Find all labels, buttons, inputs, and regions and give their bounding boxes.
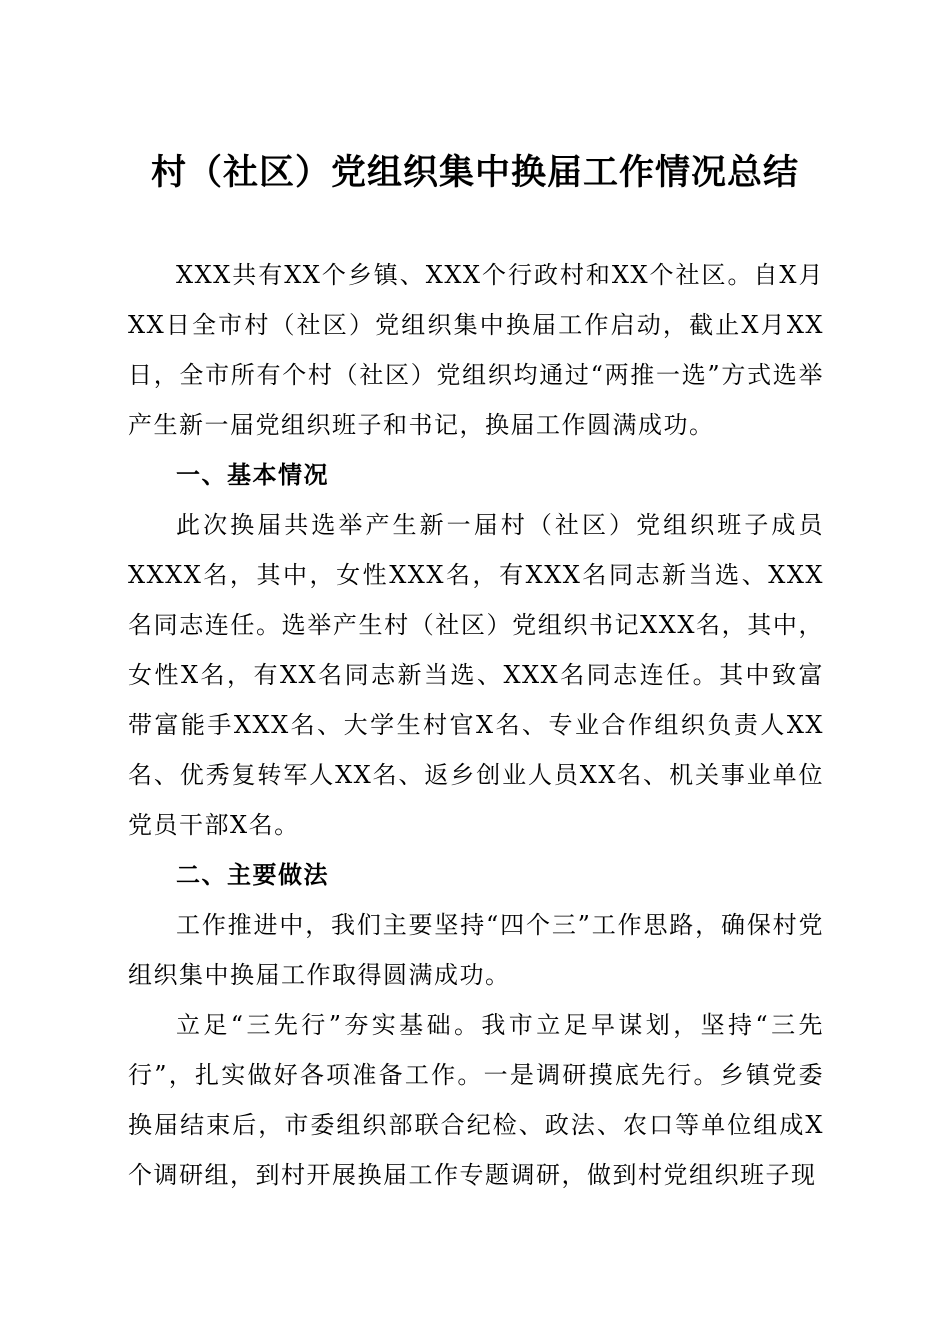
section-heading-main-practices: 二、主要做法: [176, 861, 329, 889]
main-practices-point-paragraph: 立足“三先行”夯实基础。我市立足早谋划，坚持“三先行”，扎实做好各项准备工作。一是调研摸底先行。乡镇党委换届结束后，市委组织部联合纪检、政法、农口等单位组成X个调研组，到村开展换届工作专题调研，做到村党组织班子现: [128, 1011, 824, 1189]
section-heading-basic-situation: 一、基本情况: [176, 461, 329, 489]
main-practices-intro-paragraph: 工作推进中，我们主要坚持“四个三”工作思路，确保村党组织集中换届工作取得圆满成功。: [128, 911, 824, 989]
document-title: 村（社区）党组织集中换届工作情况总结: [150, 153, 799, 193]
document-body: [128, 250, 824, 1200]
basic-situation-paragraph: 此次换届共选举产生新一届村（社区）党组织班子成员XXXX名，其中，女性XXX名，有XXX名同志新当选、XXX名同志连任。选举产生村（社区）党组织书记XXX名，其中，女性X名，有XX名同志新当选、XXX名同志连任。其中致富带富能手XXX名、大学生村官X名、专业合作组织负责人XX名、优秀复转军人XX名、返乡创业人员XX名、机关事业单位党员干部X名。: [128, 511, 824, 839]
intro-paragraph: XXX共有XX个乡镇、XXX个行政村和XX个社区。自X月XX日全市村（社区）党组织集中换届工作启动，截止X月XX日，全市所有个村（社区）党组织均通过“两推一选”方式选举产生新一届党组织班子和书记，换届工作圆满成功。: [128, 261, 824, 439]
